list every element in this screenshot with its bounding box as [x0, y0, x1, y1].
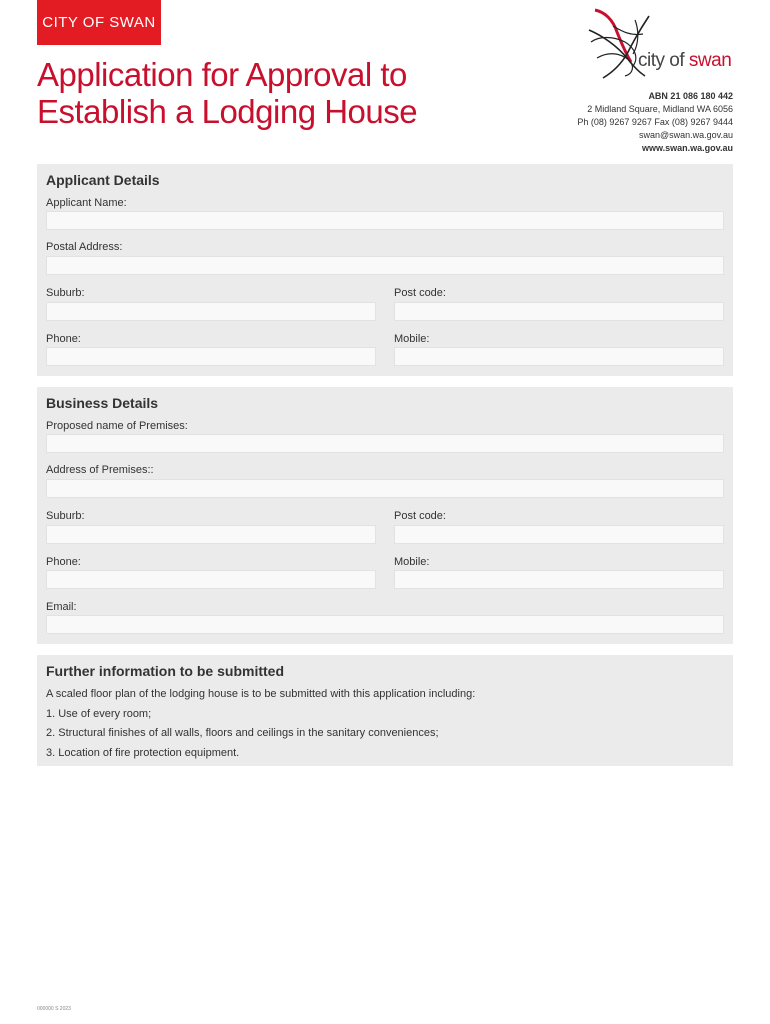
further-info-text [46, 685, 475, 763]
page-title-line-1: Application for Approval to [37, 56, 407, 93]
email-label: Email: [46, 601, 77, 613]
mobile-label: Mobile: [394, 556, 430, 568]
further-info-intro: A scaled floor plan of the lodging house is to be submitted with this application including: [46, 688, 476, 700]
list-item: 3. Location of fire protection equipment. [46, 746, 240, 759]
abn-text: ABN 21 086 180 442 [648, 91, 733, 101]
postcode-input[interactable] [394, 302, 724, 321]
page-title-line-2: Establish a Lodging House [37, 93, 418, 130]
postal-address-input[interactable] [46, 256, 724, 275]
city-badge: CITY OF SWAN [37, 0, 161, 45]
applicant-details-section [37, 164, 733, 376]
email-input[interactable] [46, 615, 724, 634]
postal-address-label: Postal Address: [46, 241, 123, 253]
logo-wordmark [638, 50, 731, 72]
email-text: swan@swan.wa.gov.au [638, 130, 733, 140]
section-heading: Business Details [46, 395, 159, 411]
suburb-input[interactable] [46, 525, 376, 544]
phone-input[interactable] [46, 347, 376, 366]
mobile-input[interactable] [394, 570, 724, 589]
mobile-input[interactable] [394, 347, 724, 366]
business-details-section [37, 387, 733, 644]
suburb-label: Suburb: [46, 287, 85, 299]
premises-name-input[interactable] [46, 434, 724, 453]
contact-block [577, 90, 733, 155]
postcode-label: Post code: [394, 510, 446, 522]
postcode-label: Post code: [394, 287, 446, 299]
section-heading: Applicant Details [46, 172, 160, 188]
page-title [37, 56, 417, 130]
applicant-name-input[interactable] [46, 211, 724, 230]
list-item: 2. Structural finishes of all walls, floors and ceilings in the sanitary conveniences; [46, 727, 439, 739]
city-of-swan-logo [583, 6, 735, 82]
list-item: 1. Use of every room; [46, 707, 152, 720]
phone-input[interactable] [46, 570, 376, 589]
suburb-input[interactable] [46, 302, 376, 321]
postcode-input[interactable] [394, 525, 724, 544]
form-code: 000000 S 2023 [37, 1006, 71, 1012]
further-information-section [37, 655, 733, 766]
website-text: www.swan.wa.gov.au [641, 143, 733, 153]
premises-address-label: Address of Premises:: [46, 464, 154, 476]
premises-name-label: Proposed name of Premises: [46, 420, 188, 432]
phone-label: Phone: [46, 333, 81, 345]
mobile-label: Mobile: [394, 333, 430, 345]
premises-address-input[interactable] [46, 479, 724, 498]
phone-fax-text: Ph (08) 9267 9267 Fax (08) 9267 9444 [577, 117, 733, 127]
logo-wordmark-suffix: swan [688, 50, 732, 71]
logo-wordmark-prefix: city of [638, 50, 689, 71]
phone-label: Phone: [46, 556, 81, 568]
section-heading: Further information to be submitted [46, 663, 284, 679]
suburb-label: Suburb: [46, 510, 85, 522]
address-text: 2 Midland Square, Midland WA 6056 [587, 104, 733, 114]
applicant-name-label: Applicant Name: [46, 197, 127, 209]
